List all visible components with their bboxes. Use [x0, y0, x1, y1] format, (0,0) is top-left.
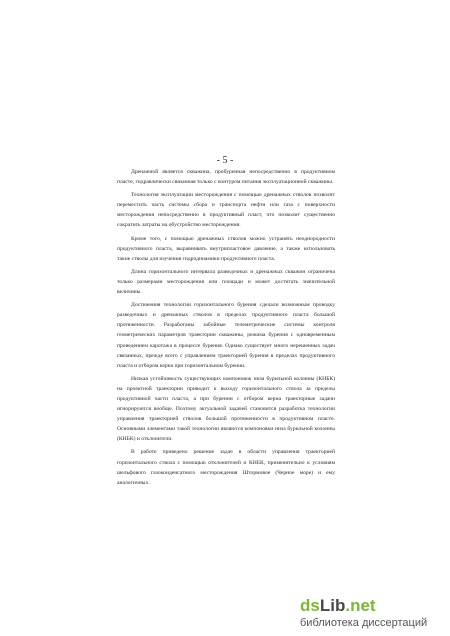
- watermark-brand-lib: Lib: [319, 596, 346, 615]
- paragraph: Длина горизонтального интервала разведочных и дренажных скважин ограничена только размерами месторождения или площади и может достигать значительной величины.: [117, 268, 335, 296]
- watermark-brand-ds: ds: [300, 596, 320, 615]
- paragraph: Кроме того, с помощью дренажных стволов можно устранять неоднородности продуктивного пласта, выравнивать внутрипластовое давление, а также использовать такие стволы для изучения гидродинамики продуктивного пласта.: [117, 235, 335, 262]
- document-body: [117, 167, 335, 491]
- paragraph: Технология эксплуатации месторождения с помощью дренажных стволов позволит переместить часть системы сбора и транспорта нефти или газа с поверхности месторождения непосредственно в продуктивный пласт, что позволит существенно сократить затраты на обустройство месторождения.: [117, 192, 335, 229]
- paragraph: Низкая устойчивость существующих компоновок низа бурильной колонны (КНБК) на проектной траектории приводит к выходу горизонтального ствола за пределы продуктивной части пласта, а при бурении с отбором керна траекторные задачи игнорируются вообще. Поэтому актуальной задачей становится разработка технологии управления траекторией стволов большой протяженности в продуктивном пласте. Основными элементами такой технологии являются компоновки низа бурильной колонны (КНБК) и отклонители.: [117, 375, 335, 443]
- watermark-brand-net: .net: [345, 596, 376, 615]
- paragraph: Дренажной является скважина, пробуренная непосредственно в продуктивном пласте, гидравлически связанная только с контуром питания эксплуатационной скважины.: [117, 169, 335, 186]
- watermark-logo[interactable]: [300, 596, 450, 636]
- watermark-tagline: библиотека диссертаций: [300, 617, 428, 629]
- paragraph: Достижения технологии горизонтального бурения сделали возможным проводку разведочных и дренажных стволов в пределах продуктивного пласта большой протяженности. Разработаны забойные телеметрические системы контроля геометрических параметров траектории скважины, режима бурения с одновременным проведением каротажа в процессе бурения. Однако существует много нерешенных задач связанных, прежде всего с управлением траекторией бурения в пределах продуктивного пласта и отбором керна при горизонтальном бурении.: [117, 302, 335, 369]
- page-number: - 5 -: [216, 155, 234, 166]
- paragraph: В работе приведено решение задач в области управления траекторией горизонтального ствола с помощью отклонителей и КНБК, применительно к условиям шельфового газоконденсатного месторождения Штормовое (Черное море) и ему аналогичных.: [117, 449, 335, 486]
